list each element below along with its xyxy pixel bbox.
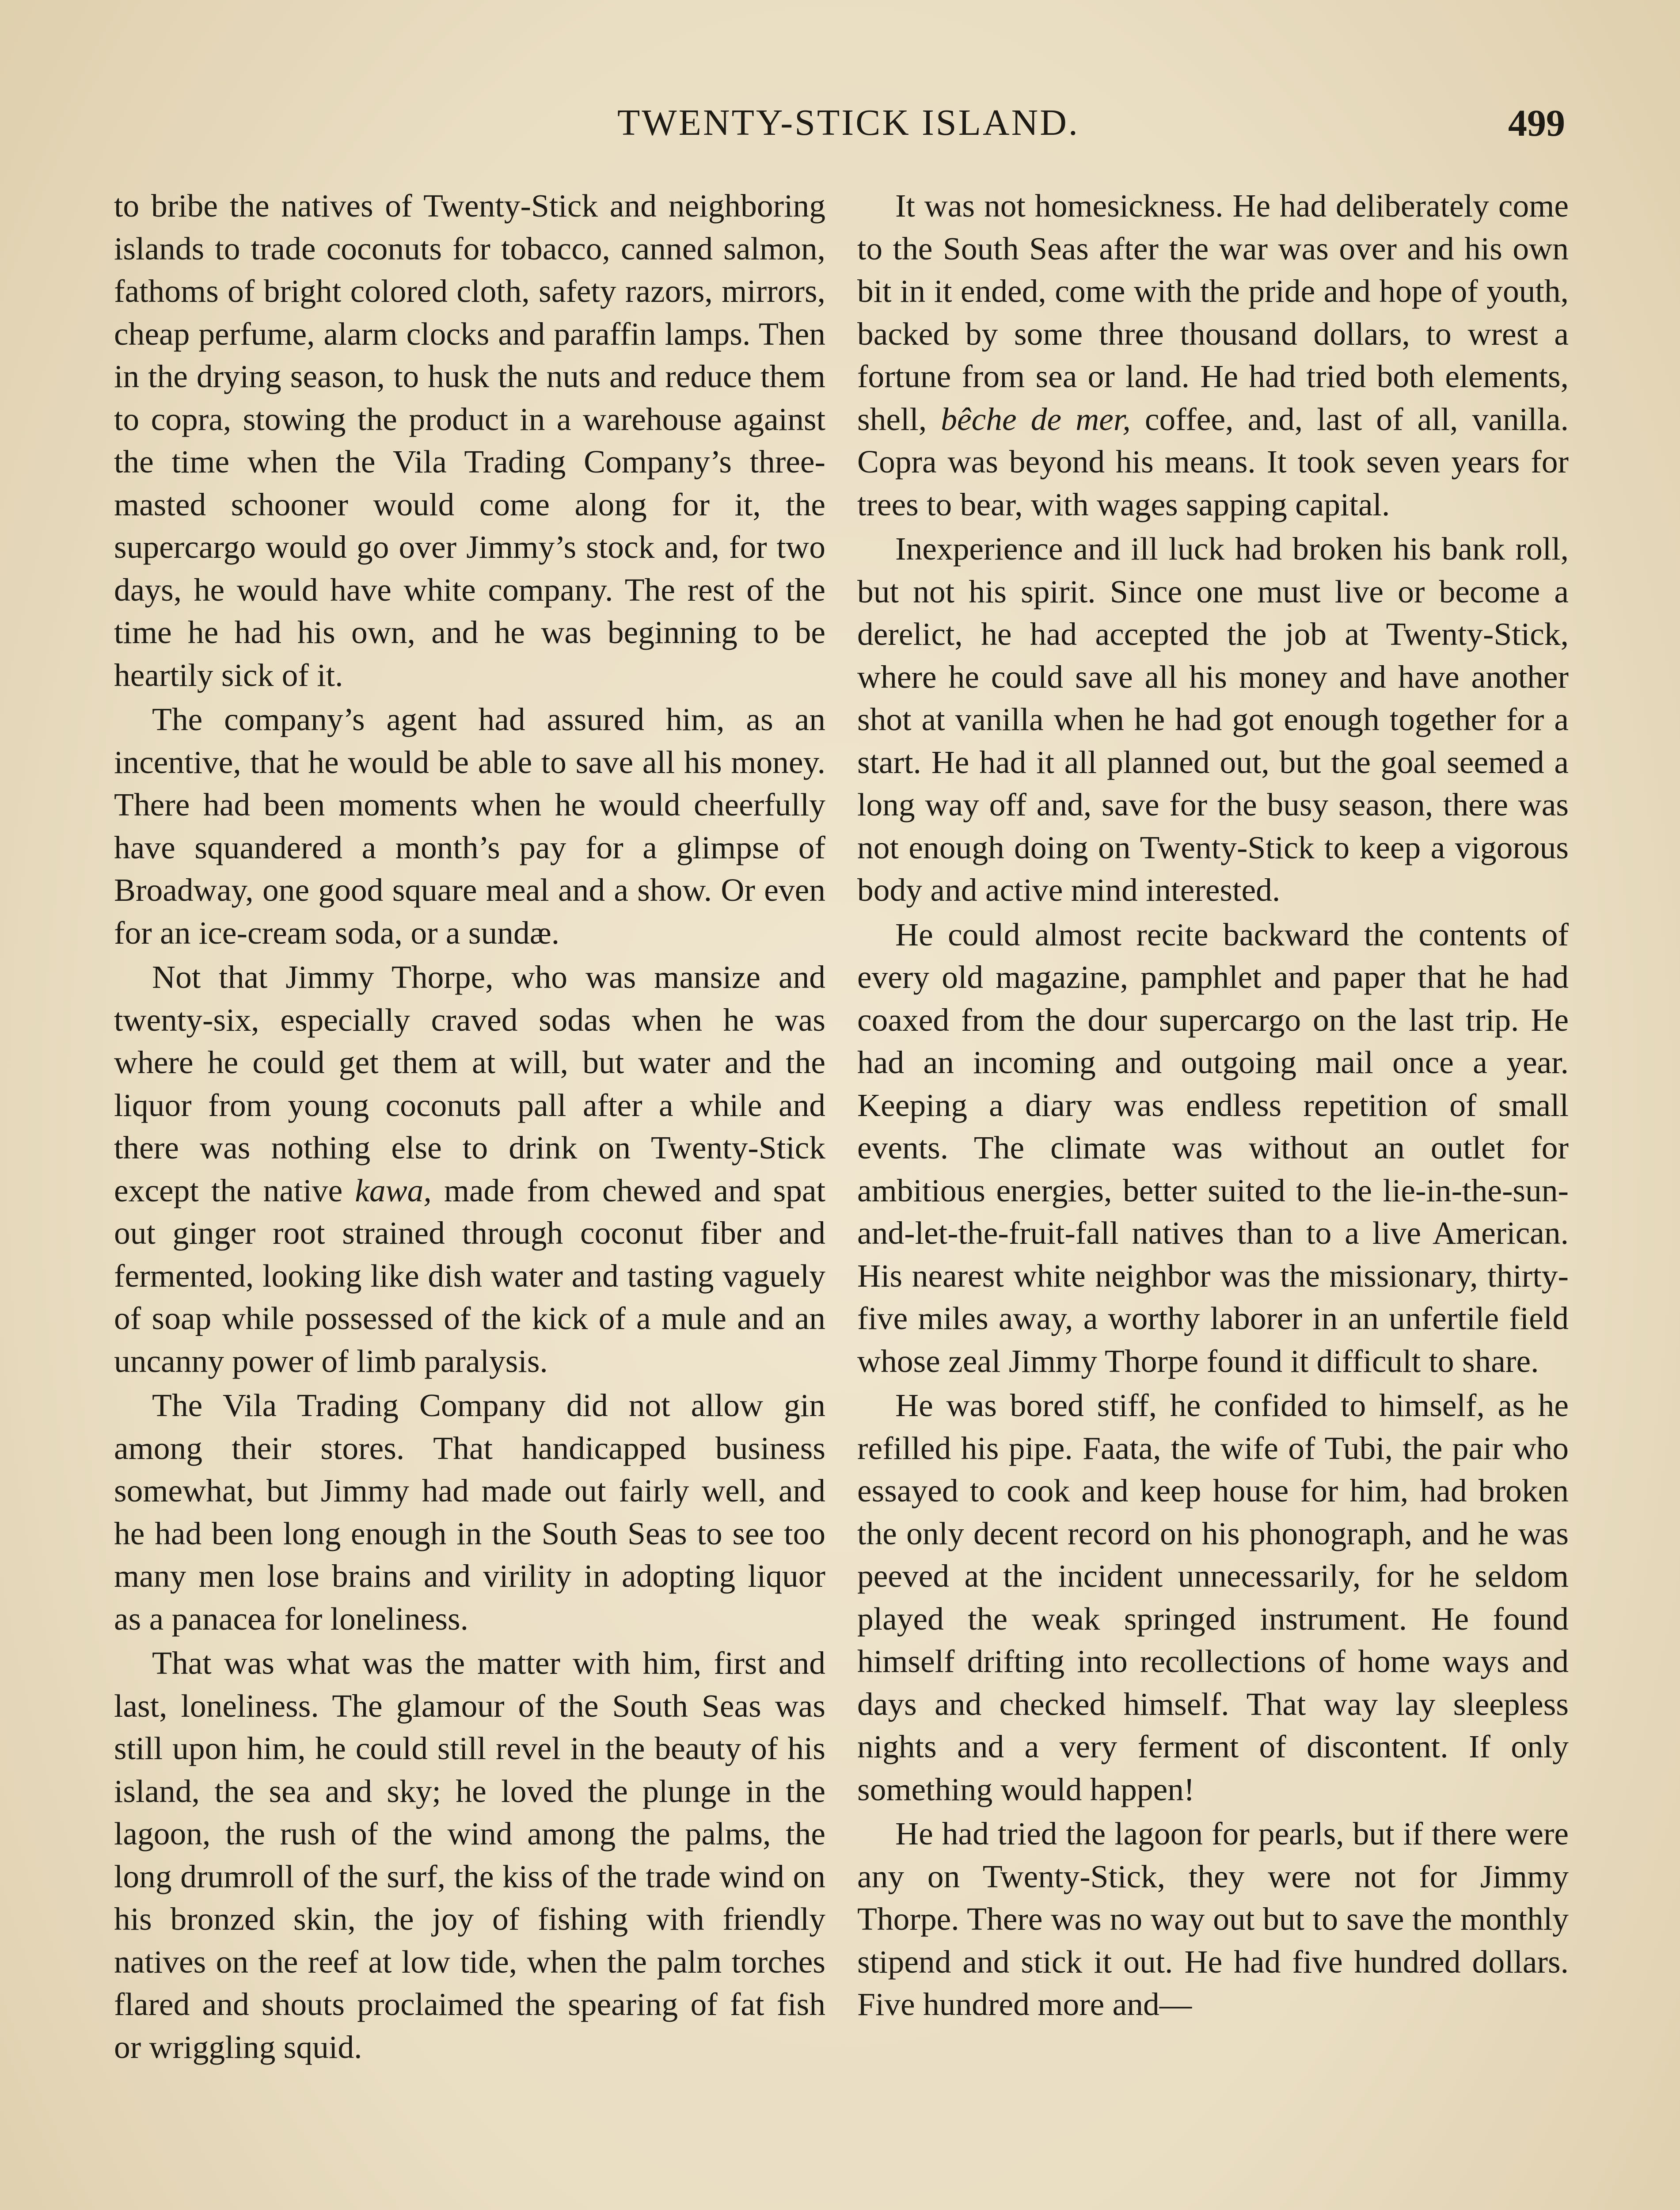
page-number: 499 [1508,102,1565,144]
paragraph-text: It was not homesickness. He had deliberately come to the South Seas after the war was over and his own bit in it ended, come with the pride and hope of youth, backed by some three thousand dollars, to wrest a fortune from sea or land. He had tried both elements, shell, [857,188,1569,437]
paragraph: That was what was the matter with him, first and last, loneliness. The glamour of the South Seas was still upon him, he could still revel in the beauty of his island, the sea and sky; he loved the plunge in the lagoon, the rush of the wind among the palms, the long drumroll of the surf, the kiss of the trade wind on his bronzed skin, the joy of fishing with friendly natives on the reef at low tide, when the palm torches flared and shouts proclaimed the spearing of fat fish or wriggling squid. [114,1645,825,2065]
paragraph-text: Not that Jimmy Thorpe, who was mansize and twenty-six, especially craved sodas when he was where he could get them at will, but water and the liquor from young coconuts pall after a while and there was nothing else to drink on Twenty-Stick except the native [114,959,825,1208]
italic-term: kawa, [355,1172,432,1208]
italic-term: bêche de mer, [941,401,1131,437]
paragraph: The Vila Trading Company did not allow gin among their stores. That handicapped business somewhat, but Jimmy had made out fairly well, and he had been long enough in the South Seas to see too many men lose brains and virility in adopting liquor as a panacea for loneliness. [114,1387,825,1637]
right-column [857,185,1569,2028]
paragraph-text: coffee, and, last of all, vanilla. Copra was beyond his means. It took seven years for trees to bear, with wages sapping capital. [857,401,1569,522]
paragraph-text: made from chewed and spat out ginger root strained through coconut fiber and fermented, looking like dish water and tasting vaguely of soap while possessed of the kick of a mule and an uncanny power of limb paralysis. [114,1172,825,1379]
running-header-title: TWENTY-STICK ISLAND. [617,102,1079,143]
paragraph [114,956,825,1383]
paragraph: He was bored stiff, he confided to himself, as he refilled his pipe. Faata, the wife of Tubi, the pair who essayed to cook and keep house for him, had broken the only decent record on his phonograph, and he was peeved at the incident unnecessarily, for he seldom played the weak springed instrument. He found himself drifting into recollections of home ways and days and checked himself. That way lay sleepless nights and a very ferment of discontent. If only something would happen! [857,1387,1569,1807]
left-column [114,185,825,2070]
paragraph [857,185,1569,526]
paragraph: He had tried the lagoon for pearls, but if there were any on Twenty-Stick, they were not for Jimmy Thorpe. There was no way out but to save the monthly stipend and stick it out. He had five hundred dollars. Five hundred more and— [857,1816,1569,2022]
paragraph: He could almost recite backward the contents of every old magazine, pamphlet and paper that he had coaxed from the dour supercargo on the last trip. He had an incoming and outgoing mail once a year. Keeping a diary was endless repetition of small events. The climate was without an outlet for ambitious energies, better suited to the lie-in-the-sun-and-let-the-fruit-fall natives than to a live American. His nearest white neighbor was the missionary, thirty-five miles away, a worthy laborer in an unfertile field whose zeal Jimmy Thorpe found it difficult to share. [857,916,1569,1379]
paragraph: to bribe the natives of Twenty-Stick and neighboring islands to trade coconuts for tobacco, canned salmon, fathoms of bright colored cloth, safety razors, mirrors, cheap perfume, alarm clocks and paraffin lamps. Then in the drying season, to husk the nuts and reduce them to copra, stowing the product in a warehouse against the time when the Vila Trading Company’s three-masted schooner would come along for it, the supercargo would go over Jimmy’s stock and, for two days, he would have white company. The rest of the time he had his own, and he was beginning to be heartily sick of it. [114,188,825,693]
paragraph: The company’s agent had assured him, as an incentive, that he would be able to save all his money. There had been moments when he would cheerfully have squandered a month’s pay for a glimpse of Broadway, one good square meal and a show. Or even for an ice-cream soda, or a sundæ. [114,701,825,951]
paragraph: Inexperience and ill luck had broken his bank roll, but not his spirit. Since one must live or become a derelict, he had accepted the job at Twenty-Stick, where he could save all his money and have another shot at vanilla when he had got enough together for a start. He had it all planned out, but the goal seemed a long way off and, save for the busy season, there was not enough doing on Twenty-Stick to keep a vigorous body and active mind interested. [857,531,1569,908]
